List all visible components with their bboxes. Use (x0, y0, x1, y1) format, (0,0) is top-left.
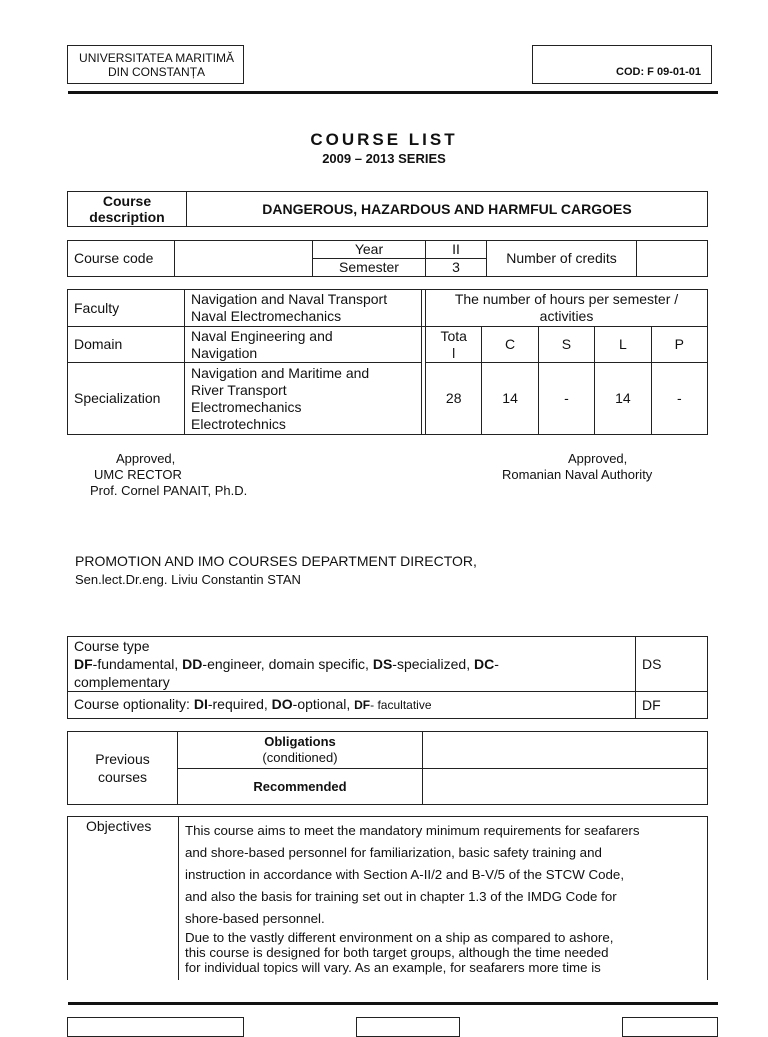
page-title: COURSE LIST (310, 130, 458, 149)
footer-left-box (67, 1017, 244, 1037)
specialization-line3: Electromechanics (191, 398, 302, 415)
semester-value: 3 (426, 259, 487, 277)
specialization-line4: Electrotechnics (191, 415, 286, 432)
specialization-value (185, 363, 422, 435)
previous-line2: courses (97, 769, 148, 785)
objectives-p1-line1: This course aims to meet the mandatory minimum requirements for seafarers (185, 823, 640, 838)
recommended-label: Recommended (178, 769, 423, 805)
year-value: II (426, 241, 487, 259)
objectives-label: Objectives (86, 818, 152, 834)
director-name: Sen.lect.Dr.eng. Liviu Constantin STAN (75, 572, 301, 587)
objectives-p2-line2: this course is designed for both target groups, although the time needed (185, 945, 609, 960)
domain-line2: Navigation (191, 344, 258, 361)
objectives-text (185, 820, 700, 975)
specialization-line2: River Transport (191, 381, 287, 398)
objectives-divider (178, 816, 179, 980)
objectives-p1-line5: shore-based personnel. (185, 911, 325, 926)
footer-rule (68, 1002, 718, 1005)
objectives-p2-line1: Due to the vastly different environment on a ship as compared to ashore, (185, 930, 614, 945)
approval-left-line2: UMC RECTOR (94, 467, 182, 482)
course-optionality-value: DF (636, 692, 708, 719)
approval-right-line2: Romanian Naval Authority (502, 467, 653, 482)
approval-left-line3: Prof. Cornel PANAIT, Ph.D. (90, 483, 248, 498)
di-code: DI (193, 696, 208, 712)
institution-line1: UNIVERSITATEA MARITIMĂ (79, 51, 234, 65)
dc-code: DC (474, 656, 495, 672)
faculty-label: Faculty (68, 290, 185, 327)
domain-line1: Naval Engineering and (191, 327, 333, 344)
footer-right-box (622, 1017, 718, 1037)
previous-courses-table (67, 731, 708, 805)
institution-box (67, 45, 244, 84)
specialization-line1: Navigation and Maritime and (191, 364, 370, 381)
hours-s: - (538, 363, 594, 435)
ds-text: -specialized, (392, 656, 474, 672)
objectives-p2-line3: for individual topics will vary. As an example, for seafarers more time is (185, 960, 601, 975)
previous-line1: Previous (95, 751, 150, 767)
course-type-value: DS (636, 637, 708, 692)
do-code: DO (271, 696, 293, 712)
hours-header: The number of hours per semester / activities (426, 290, 708, 327)
course-description-label: Course description (68, 192, 187, 227)
previous-courses-label (68, 732, 178, 805)
approval-right-line1: Approved, (568, 451, 628, 466)
program-table (67, 289, 708, 435)
objectives-p1-line4: and also the basis for training set out in chapter 1.3 of the IMDG Code for (185, 889, 617, 904)
faculty-value (185, 290, 422, 327)
dfa-code: DF (354, 698, 371, 712)
obligations-title: Obligations (264, 734, 336, 749)
hours-p: - (651, 363, 707, 435)
domain-label: Domain (68, 327, 185, 363)
dd-code: DD (182, 656, 203, 672)
df-text: -fundamental, (92, 656, 183, 672)
course-optionality (68, 692, 636, 719)
course-code-value (175, 241, 313, 277)
do-text: -optional, (292, 696, 355, 712)
ds-code: DS (372, 656, 393, 672)
col-s-header: S (538, 327, 594, 363)
director-title: PROMOTION AND IMO COURSES DEPARTMENT DIRECTOR, (75, 553, 477, 569)
course-description-table (67, 191, 708, 227)
hours-l: 14 (595, 363, 651, 435)
header-rule (68, 91, 718, 94)
semester-label: Semester (313, 259, 426, 277)
col-total-header (426, 327, 482, 363)
dd-text: -engineer, domain specific, (202, 656, 373, 672)
credits-value (637, 241, 708, 277)
footer-mid-box (356, 1017, 460, 1037)
hours-c: 14 (482, 363, 538, 435)
specialization-label: Specialization (68, 363, 185, 435)
col-l-header: L (595, 327, 651, 363)
col-p-header: P (651, 327, 707, 363)
course-type-table (67, 636, 708, 719)
col-total-line1: Tota (440, 327, 467, 344)
year-label: Year (313, 241, 426, 259)
col-total-line2: l (452, 344, 456, 361)
optionality-label: Course optionality: (74, 696, 194, 712)
code-box (532, 45, 712, 84)
obligations-value (423, 732, 708, 769)
document-code: COD: F 09-01-01 (616, 66, 701, 78)
series-subtitle: 2009 – 2013 SERIES (322, 151, 446, 166)
domain-value (185, 327, 422, 363)
course-type-definitions (74, 655, 629, 673)
objectives-p1-line3: instruction in accordance with Section A-II/2 and B-V/5 of the STCW Code, (185, 867, 625, 882)
course-info-table (67, 240, 708, 277)
faculty-line2: Naval Electromechanics (191, 308, 342, 324)
objectives-p1-line2: and shore-based personnel for familiarization, basic safety training and (185, 845, 602, 860)
hours-total: 28 (426, 363, 482, 435)
credits-label: Number of credits (487, 241, 637, 277)
institution-line2: DIN CONSTANȚA (107, 65, 206, 79)
obligations-conditioned: (conditioned) (262, 750, 338, 765)
di-text: -required, (207, 696, 272, 712)
course-type-label: Course type (74, 638, 150, 654)
df-code: DF (74, 656, 93, 672)
faculty-line1: Navigation and Naval Transport (191, 291, 388, 307)
dfa-text: - facultative (370, 698, 432, 712)
obligations-label (178, 732, 423, 769)
course-type-cell (68, 637, 636, 692)
dc-text: - (494, 656, 499, 672)
col-c-header: C (482, 327, 538, 363)
course-title: DANGEROUS, HAZARDOUS AND HARMFUL CARGOES (187, 192, 708, 227)
approval-left-line1: Approved, (116, 451, 176, 466)
recommended-value (423, 769, 708, 805)
course-type-line3: complementary (74, 674, 170, 690)
course-code-label: Course code (68, 241, 175, 277)
